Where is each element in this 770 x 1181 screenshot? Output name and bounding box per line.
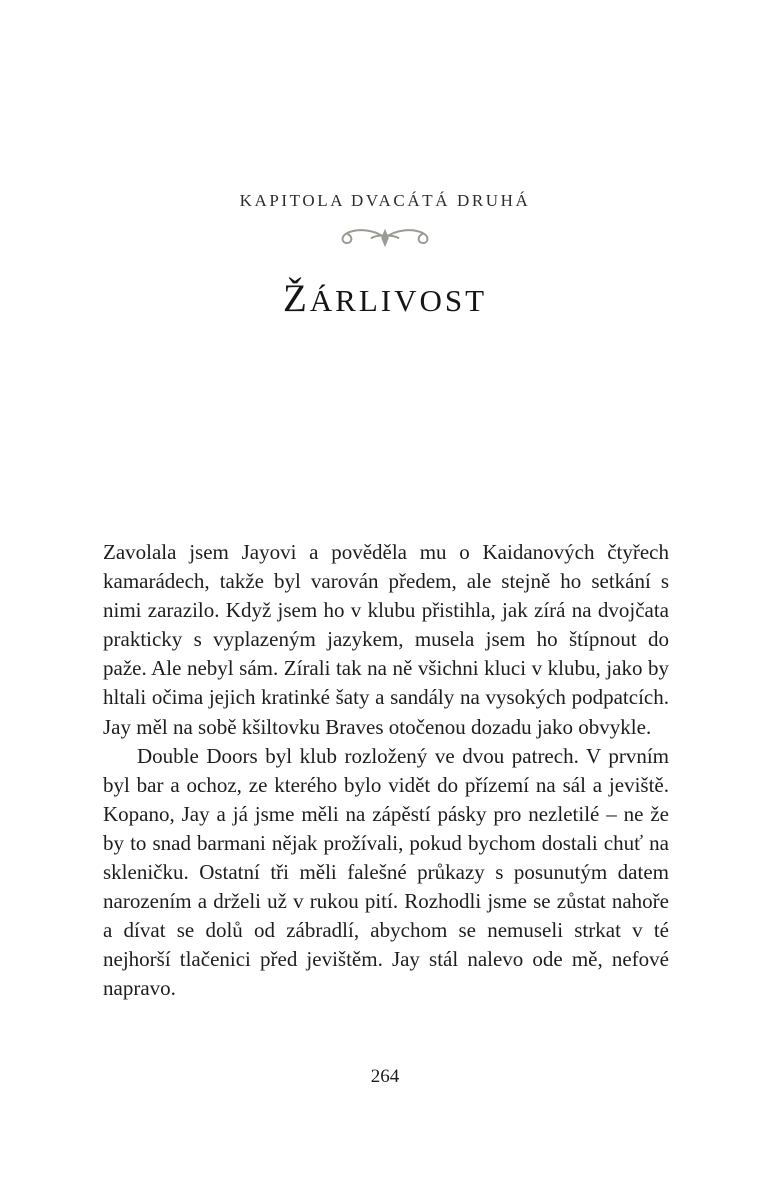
body-text: [103, 538, 669, 1004]
chapter-title: ŽÁRLIVOST: [282, 277, 488, 320]
chapter-heading: KAPITOLA DVACÁTÁ DRUHÁ: [239, 191, 531, 210]
flourish-divider-icon: [333, 226, 437, 250]
ornament-container: [0, 226, 770, 250]
body-paragraph: Zavolala jsem Jayovi a pověděla mu o Kaidanových čtyřech kamarádech, takže byl varován předem, ale stejně ho setkání s nimi zarazilo. Když jsem ho v klubu přistihla, jak zírá na dvojčata prakticky s vyplazeným jazykem, musela jsem ho štípnout do paže. Ale nebyl sám. Zírali tak na ně všichni kluci v klubu, jako by hltali očima jejich kratinké šaty a sandály na vysokých podpatcích. Jay měl na sobě kšiltovku Braves otočenou dozadu jako obvykle.: [103, 540, 669, 739]
page-number: 264: [370, 1066, 400, 1087]
body-paragraph: Double Doors byl klub rozložený ve dvou patrech. V prvním byl bar a ochoz, ze kterého bylo vidět do přízemí na sál a jeviště. Kopano, Jay a já jsme měli na zápěstí pásky pro nezletilé – ne že by to snad barmani nějak prožívali, pokud bychom dostali chuť na skleničku. Ostatní tři měli falešné průkazy s posunutým datem narozením a drželi už v rukou pití. Rozhodli jsme se zůstat nahoře a dívat se dolů od zábradlí, abychom se nemuseli strkat v té nejhorší tlačenici před jevištěm. Jay stál nalevo ode mě, nefové napravo.: [103, 743, 669, 1001]
